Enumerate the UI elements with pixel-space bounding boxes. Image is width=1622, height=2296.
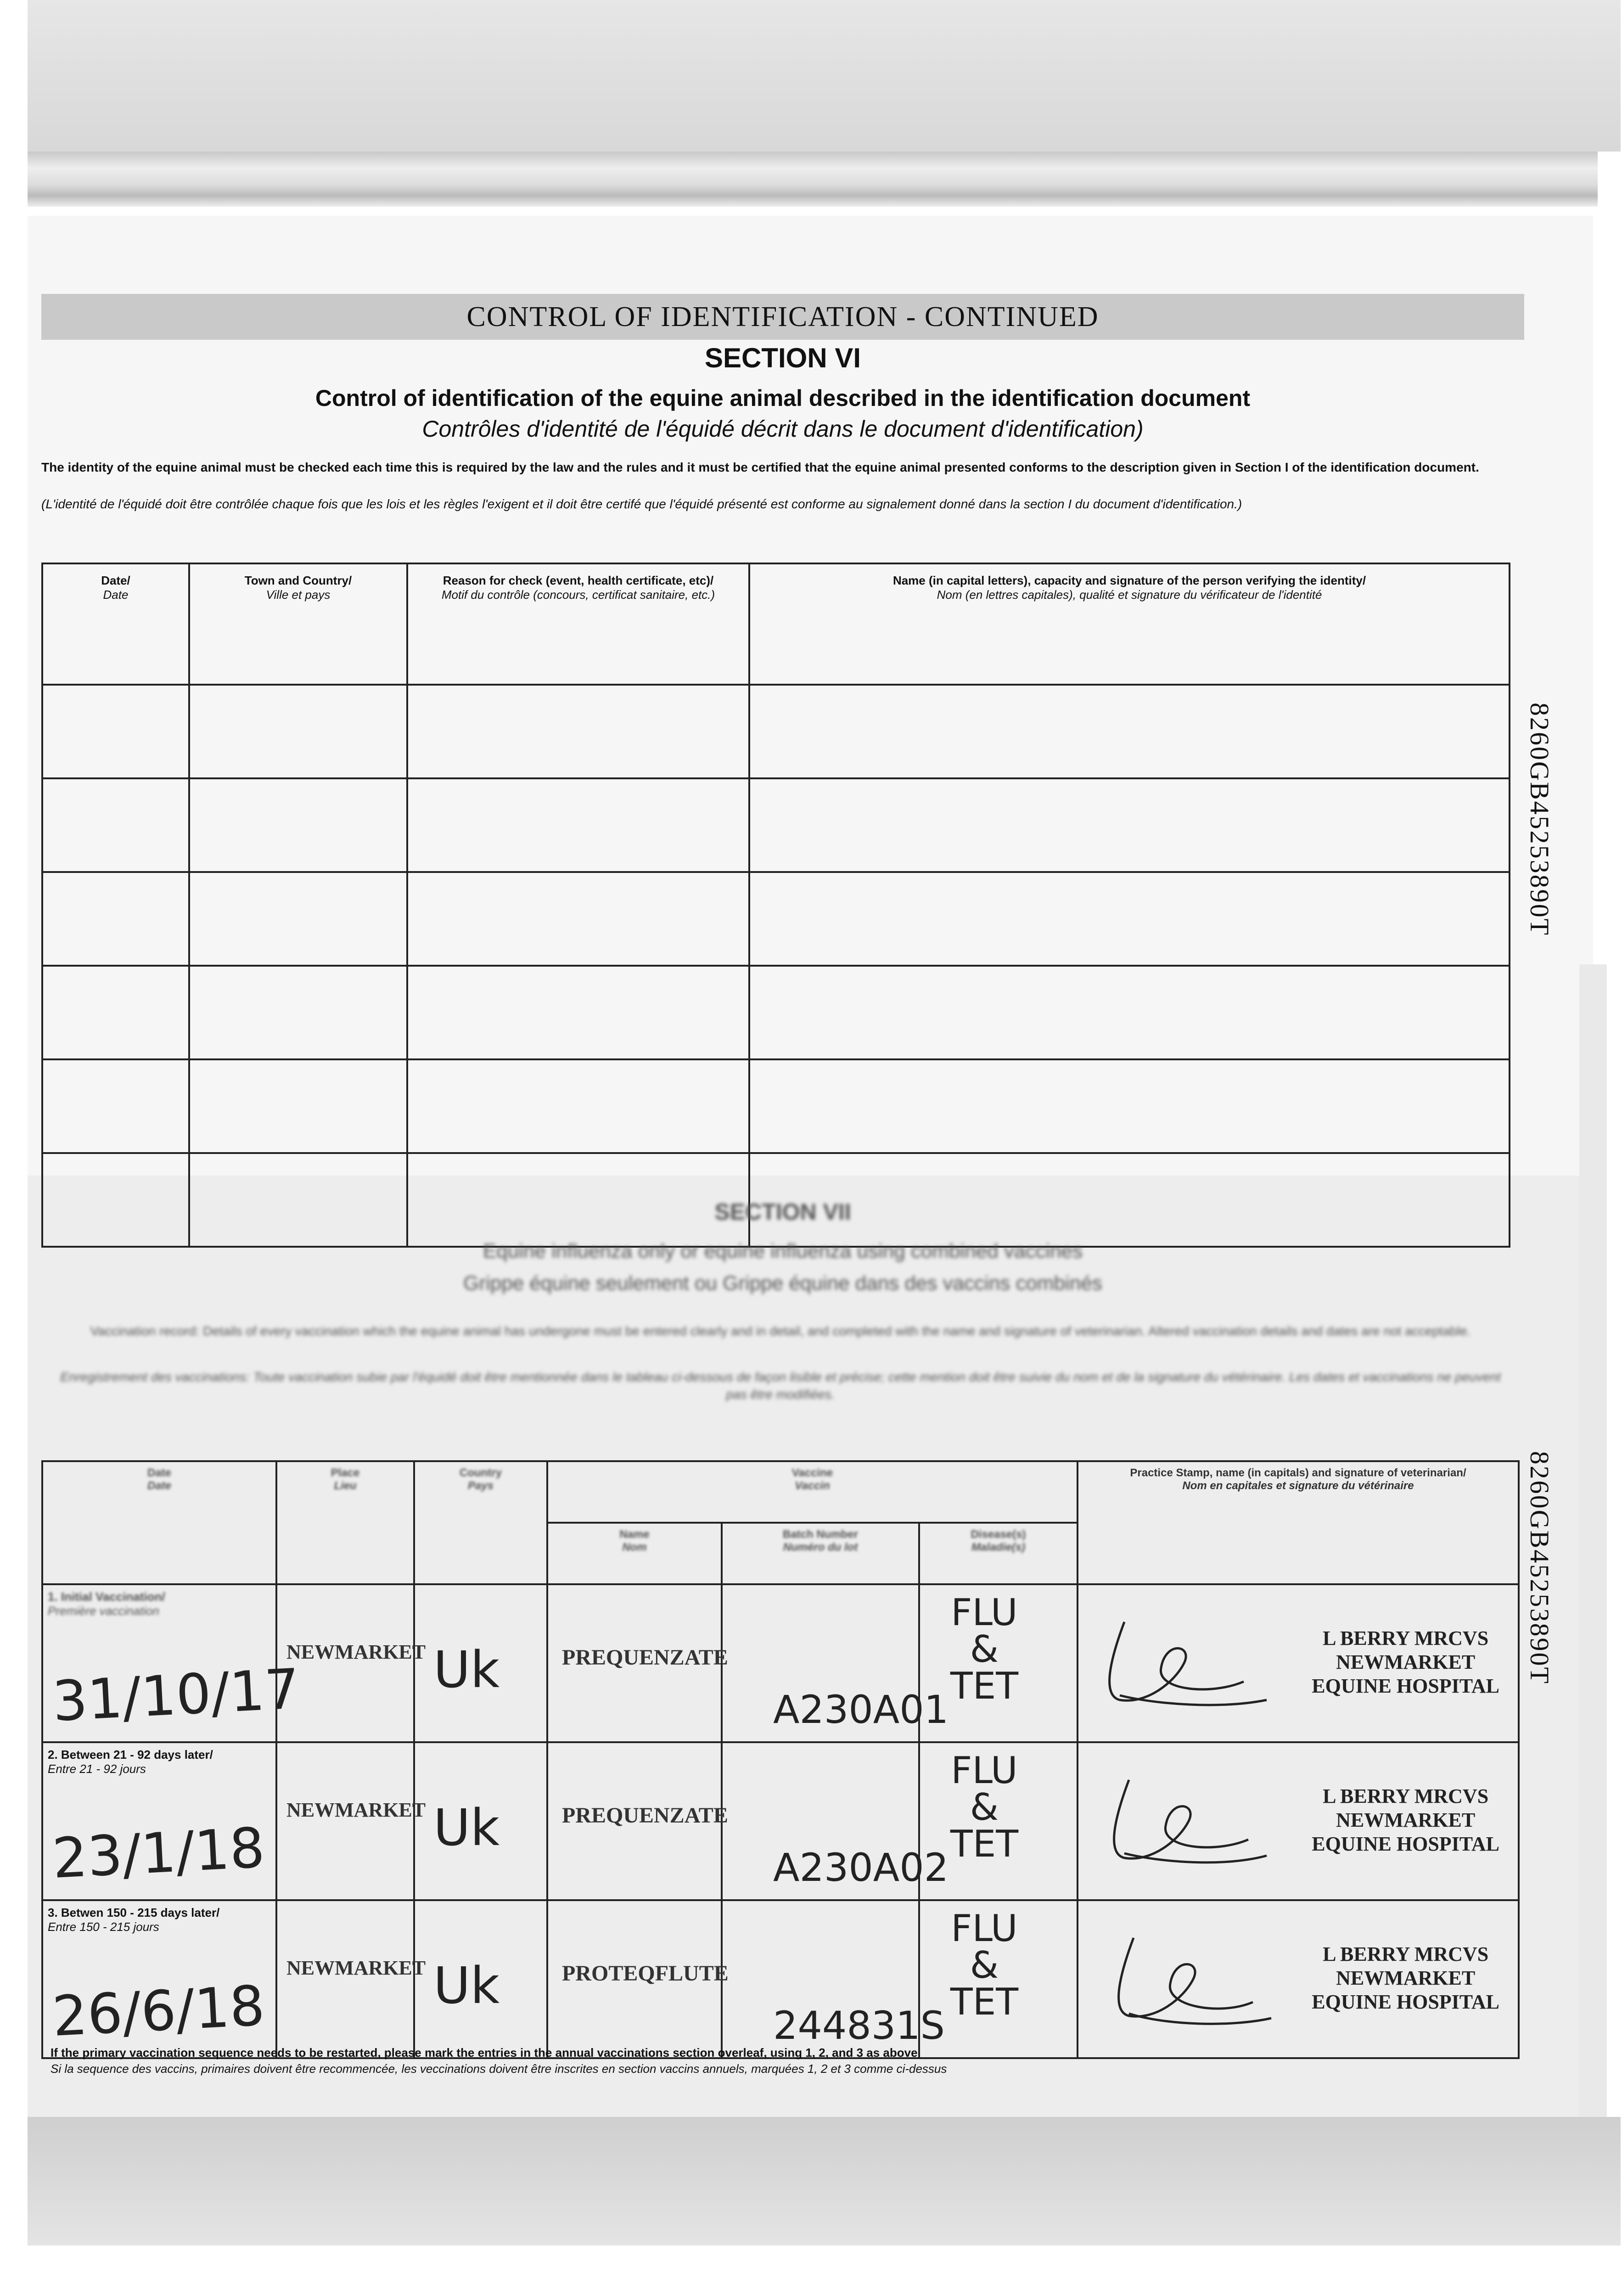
section-intro: Vaccination record: Details of every vaccination which the equine animal has undergone must be entered clearly and in detail, and completed with the name and signature of veterinarian. Altered vaccination details and dates are not acceptable. xyxy=(90,1324,1471,1338)
batch-cell xyxy=(722,1584,949,1742)
place-stamp: NEWMARKET xyxy=(286,1641,426,1663)
table-cell xyxy=(42,872,189,966)
country-cell xyxy=(414,1742,547,1900)
practice-stamp: L BERRY MRCVS NEWMARKET EQUINE HOSPITAL xyxy=(1312,1785,1499,1855)
column-header-verifier: Name (in capital letters), capacity and signature of the person verifying the identity/ Nom (en lettres capitales), qualité et signature du vérificateur de l'identité xyxy=(749,563,1510,685)
vaccine-name: PROTEQFLUTE xyxy=(562,1961,729,1986)
country-cell xyxy=(414,1584,547,1742)
table-cell xyxy=(42,966,189,1059)
table-cell xyxy=(749,966,1510,1059)
vaccination-date: 31/10/17 xyxy=(51,1657,302,1734)
table-row xyxy=(42,1059,1510,1153)
table-cell xyxy=(407,778,749,872)
table-cell xyxy=(749,685,1510,778)
table-cell xyxy=(189,1059,407,1153)
place-cell xyxy=(276,1584,426,1742)
country-value: Uk xyxy=(433,1956,500,2015)
table-cell xyxy=(189,778,407,872)
table-cell xyxy=(407,685,749,778)
place-stamp: NEWMARKET xyxy=(286,1957,426,1979)
country-value: Uk xyxy=(433,1640,500,1699)
vet-cell xyxy=(1078,1584,1519,1742)
country-value: Uk xyxy=(433,1798,500,1857)
column-header-place: Place Lieu xyxy=(276,1461,414,1584)
column-header-date: Date/ Date xyxy=(42,563,189,685)
vet-cell xyxy=(1078,1742,1519,1900)
section-title: SECTION VI xyxy=(704,343,861,373)
table-cell xyxy=(42,685,189,778)
date-cell xyxy=(42,1584,302,1742)
row-label: 1. Initial Vaccination/ Première vaccination xyxy=(48,1590,165,1618)
table-cell xyxy=(749,1059,1510,1153)
vaccine-name: PREQUENZATE xyxy=(562,1645,728,1670)
batch-number: A230A01 xyxy=(773,1687,949,1732)
date-cell xyxy=(42,1742,276,1900)
column-header-date: Date Date xyxy=(42,1461,276,1584)
footnote-fr: Si la sequence des vaccins, primaires doivent être recommencée, les veccinations doivent être inscrites en section vaccins annuels, marquées 1, 2 et 3 comme ci-dessus xyxy=(51,2062,947,2076)
signature-icon xyxy=(1092,1613,1276,1718)
table-row xyxy=(42,1584,1519,1742)
batch-cell xyxy=(722,1900,945,2058)
disease-value: FLU & TET xyxy=(950,1591,1019,1707)
identity-check-table xyxy=(41,563,1510,1248)
page-edge xyxy=(1579,964,1607,2122)
column-header-name: Name Nom xyxy=(547,1523,722,1584)
table-cell xyxy=(189,872,407,966)
table-header-row xyxy=(42,563,1510,685)
vet-cell xyxy=(1078,1900,1519,2058)
table-cell xyxy=(749,872,1510,966)
section-subtitle-fr: Grippe équine seulement ou Grippe équine dans des vaccins combinés xyxy=(463,1272,1102,1294)
table-cell xyxy=(42,1059,189,1153)
disease-cell xyxy=(919,1742,1078,1900)
vaccination-date: 26/6/18 xyxy=(51,1974,266,2049)
place-cell xyxy=(276,1742,426,1900)
table-cell xyxy=(189,685,407,778)
footnote: If the primary vaccination sequence needs to be restarted, please mark the entries in the annual vaccinations section overleaf, using 1, 2, and 3 as above xyxy=(51,2046,918,2060)
place-cell xyxy=(276,1900,426,2058)
row-label: 3. Betwen 150 - 215 days later/ Entre 150 - 215 jours xyxy=(48,1906,220,1934)
column-header-vaccine: Vaccine Vaccin xyxy=(547,1461,1078,1523)
batch-cell xyxy=(722,1742,949,1900)
table-row xyxy=(42,778,1510,872)
signature-icon xyxy=(1092,1929,1276,2034)
column-header-country: Country Pays xyxy=(414,1461,547,1584)
document-id: 8260GB45253890T xyxy=(1525,703,1555,936)
batch-number: 244831S xyxy=(773,2003,945,2048)
section-title: SECTION VII xyxy=(714,1199,851,1225)
vaccine-name-cell xyxy=(547,1742,728,1900)
disease-value: FLU & TET xyxy=(950,1749,1019,1865)
table-row xyxy=(42,1900,1519,2058)
page-header: CONTROL OF IDENTIFICATION - CONTINUED xyxy=(466,301,1099,332)
row-label: 2. Between 21 - 92 days later/ Entre 21 - 92 jours xyxy=(48,1748,213,1776)
section-subtitle-fr: Contrôles d'identité de l'équidé décrit dans le document d'identification) xyxy=(422,416,1144,442)
country-cell xyxy=(414,1900,547,2058)
table-cell xyxy=(407,872,749,966)
section-intro-fr: Enregistrement des vaccinations: Toute vaccination subie par l'équidé doit être mentionnée dans le tableau ci-dessous de façon lisible et précise; cette mention doit être suivie du nom et de la signature du vétérinaire. Les dates et vaccinations ne peuvent pas être modifiées. xyxy=(60,1370,1501,1401)
vaccine-name: PREQUENZATE xyxy=(562,1803,728,1828)
practice-stamp: L BERRY MRCVS NEWMARKET EQUINE HOSPITAL xyxy=(1312,1943,1499,2013)
document-id: 8260GB45253890T xyxy=(1525,1451,1555,1685)
page-fold xyxy=(28,152,1598,207)
date-cell xyxy=(42,1900,276,2058)
practice-stamp: L BERRY MRCVS NEWMARKET EQUINE HOSPITAL xyxy=(1312,1627,1499,1697)
table-row xyxy=(42,1742,1519,1900)
vaccine-name-cell xyxy=(547,1900,729,2058)
batch-number: A230A02 xyxy=(773,1845,949,1890)
vaccination-table xyxy=(41,1460,1520,2059)
column-header-batch: Batch Number Numéro du lot xyxy=(722,1523,919,1584)
scan-background-top xyxy=(28,0,1621,152)
column-header-town: Town and Country/ Ville et pays xyxy=(189,563,407,685)
signature-icon xyxy=(1092,1771,1276,1876)
vaccination-date: 23/1/18 xyxy=(51,1816,266,1891)
table-header-row xyxy=(42,1461,1519,1523)
table-row xyxy=(42,872,1510,966)
disease-cell xyxy=(919,1900,1078,2058)
section-intro: The identity of the equine animal must be checked each time this is required by the law and the rules and it must be certified that the equine animal presented conforms to the description given in Section I of the identification document. xyxy=(41,460,1479,474)
vaccine-name-cell xyxy=(547,1584,728,1742)
table-cell xyxy=(749,778,1510,872)
disease-value: FLU & TET xyxy=(950,1907,1019,2023)
table-cell xyxy=(407,1059,749,1153)
table-cell xyxy=(42,778,189,872)
section-intro-fr: (L'identité de l'équidé doit être contrôlée chaque fois que les lois et les règles l'exigent et il doit être certifé que l'équidé présenté est conforme au signalement donné dans la section I du document d'identification.) xyxy=(41,497,1242,511)
table-row xyxy=(42,685,1510,778)
section-subtitle: Control of identification of the equine animal described in the identification document xyxy=(315,385,1251,411)
column-header-reason: Reason for check (event, health certificate, etc)/ Motif du contrôle (concours, certificat sanitaire, etc.) xyxy=(407,563,749,685)
table-cell xyxy=(407,966,749,1059)
column-header-disease: Disease(s) Maladie(s) xyxy=(919,1523,1078,1584)
column-header-vet: Practice Stamp, name (in capitals) and signature of veterinarian/ Nom en capitales et signature du vétérinaire xyxy=(1078,1461,1519,1584)
place-stamp: NEWMARKET xyxy=(286,1799,426,1821)
section-subtitle: Equine influenza only or equine influenza using combined vaccines xyxy=(483,1240,1083,1262)
disease-cell xyxy=(919,1584,1078,1742)
table-cell xyxy=(189,966,407,1059)
table-row xyxy=(42,966,1510,1059)
scan-background-bottom xyxy=(28,2117,1621,2245)
